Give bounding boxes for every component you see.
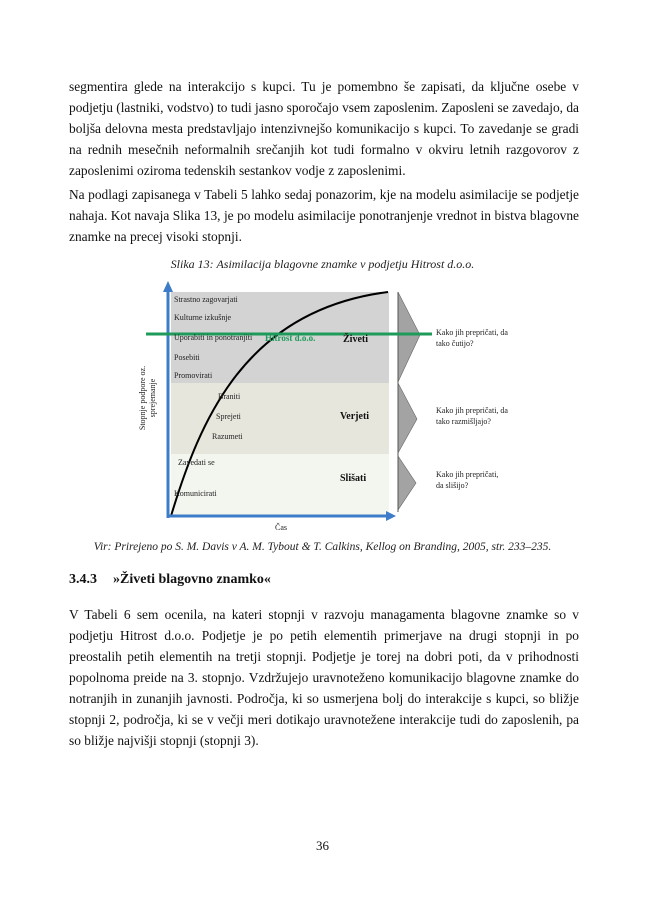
paragraph-text: segmentira glede na interakcijo s kupci. Tu je pomembno še zapisati, da ključne osebe v podjetju (lastniki, vodstvo) to tudi jasno sporočajo vsem zaposlenim. Zaposleni se zavedajo, da boljša delovna mesta predstavljajo intenzivnejšo komunikacijo s kupci. To zavedanje se gradi na rednih mesečnih neformalnih srečanjih kot tudi formalno v okviru letnih razgovorov z zaposlenimi oziroma tedenskih sestankov vodje z zaposlenimi.: [69, 79, 579, 178]
paragraph-text: Na podlagi zapisanega v Tabeli 5 lahko sedaj ponazorim, kje na modelu asimilacije se podjetje nahaja. Kot navaja Slika 13, je po modelu asimilacije ponotranjenje vrednot in bistva blagovne znamke na precej visoki stopnji.: [69, 187, 579, 244]
section-heading: [69, 572, 271, 588]
section-title: »Živeti blagovno znamko«: [113, 572, 271, 587]
page-number: 36: [316, 838, 329, 853]
zone-item: Strastno zagovarjati: [174, 295, 238, 304]
zone-question-slisati-line1: Kako jih prepričati,: [436, 470, 499, 479]
paragraph-text: V Tabeli 6 sem ocenila, na kateri stopnji v razvoju managamenta blagovne znamke so v podjetju Hitrost d.o.o. Podjetje je po petih elementih primerjave na drugi stopnji in po preostalih petih elementih na tretji stopnji. Podjetje je torej na dobri poti, da v prihodnosti popolnoma preide na 3. stopnjo. Vzdržujejo uravnoteženo komunikacijo blagovne znamke do notranjih in zunanjih javnosti. Področja, ki so usmerjena bolj do interakcije s kupci, so bližje stopnji 2, področja, ki se v večji meri dotikajo uravnotežene interakcije tudi do zaposlenih, pa so bližje najvišji stopnji (stopnji 3).: [69, 607, 579, 748]
y-axis-label-line1: Stopnje podpore oz.: [138, 365, 147, 431]
section-number: 3.4.3: [69, 572, 97, 587]
zone-item: Promovirati: [174, 371, 213, 380]
zone-name-slisati: Slišati: [340, 473, 367, 484]
chevron-arrow-verjeti: [398, 383, 417, 453]
figure-caption: Slika 13: Asimilacija blagovne znamke v podjetju Hitrost d.o.o.: [170, 257, 475, 271]
zone-item: Sprejeti: [216, 412, 241, 421]
zone-item: Braniti: [218, 392, 241, 401]
chevron-arrow-ziveti: [398, 292, 420, 382]
zone-question-ziveti-line1: Kako jih prepričati, da: [436, 328, 508, 337]
zone-item: Kulturne izkušnje: [174, 313, 232, 322]
zone-question-verjeti-line2: tako razmišljajo?: [436, 417, 491, 426]
zone-item: Uporabiti in ponotranjiti: [174, 333, 253, 342]
chevron-arrow-slisati: [398, 456, 416, 510]
zone-item: Zavedati se: [178, 458, 215, 467]
zone-question-slisati-line2: da slišijo?: [436, 481, 469, 490]
paragraph-section: [69, 604, 579, 751]
x-axis-arrow-icon: [386, 511, 396, 521]
x-axis-label: Čas: [275, 523, 287, 532]
zone-question-ziveti-line2: tako čutijo?: [436, 339, 474, 348]
zone-item: Razumeti: [212, 432, 243, 441]
zone-name-verjeti: Verjeti: [340, 411, 370, 422]
y-axis-label-line2: sprejemanje: [148, 378, 157, 418]
zone-question-verjeti-line1: Kako jih prepričati, da: [436, 406, 508, 415]
zone-item: Komunicirati: [174, 489, 217, 498]
figure-source: Vir: Prirejeno po S. M. Davis v A. M. Tybout & T. Calkins, Kellog on Branding, 2005, str. 233–235.: [93, 541, 552, 553]
zone-name-ziveti: Živeti: [343, 334, 368, 345]
company-marker-label: Hitrost d.o.o.: [265, 333, 316, 343]
y-axis-arrow-icon: [163, 281, 173, 292]
zone-item: Posebiti: [174, 353, 200, 362]
